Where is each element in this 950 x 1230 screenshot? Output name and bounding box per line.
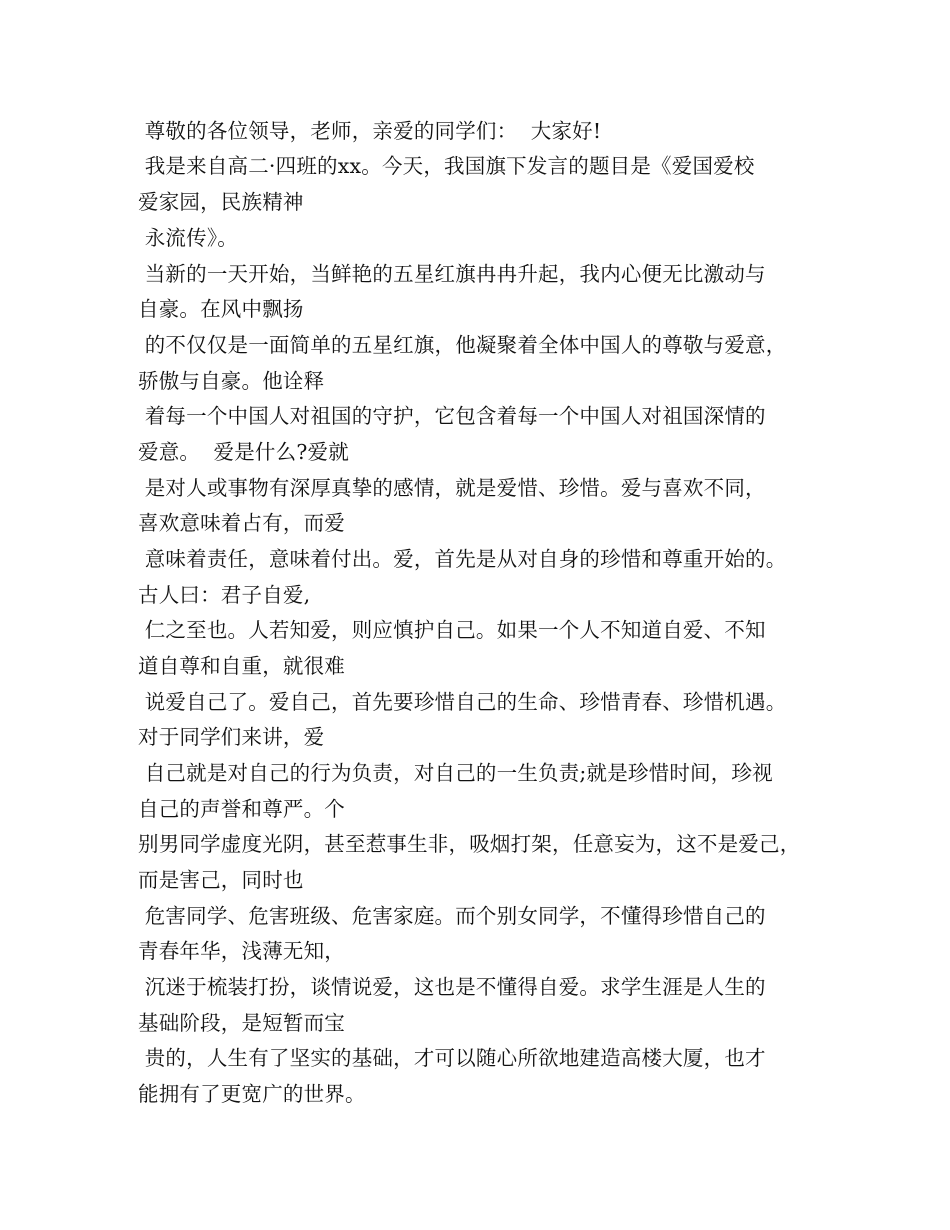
- text-line: 我是来自高二·四班的xx。今天，我国旗下发言的题目是《爱国爱校: [138, 154, 755, 178]
- text-line: 对于同学们来讲，爱: [138, 725, 325, 749]
- text-line: 能拥有了更宽广的世界。: [138, 1082, 366, 1106]
- text-line: 永流传》。: [138, 226, 238, 250]
- text-line: 尊敬的各位领导，老师，亲爱的同学们： 大家好!: [138, 119, 602, 143]
- text-line: 意味着责任，意味着付出。爱，首先是从对自身的珍惜和尊重开始的。: [138, 547, 787, 571]
- text-line: 说爱自己了。爱自己，首先要珍惜自己的生命、珍惜青春、珍惜机遇。: [138, 690, 787, 714]
- text-line: 是对人或事物有深厚真挚的感情，就是爱惜、珍惜。爱与喜欢不同，: [138, 476, 766, 500]
- text-line: 而是害己，同时也: [138, 868, 304, 892]
- text-line: 爱家园，民族精神: [138, 190, 304, 214]
- text-line: 的不仅仅是一面简单的五星红旗，他凝聚着全体中国人的尊敬与爱意，: [138, 333, 787, 357]
- text-line: 沉迷于梳装打扮，谈情说爱，这也是不懂得自爱。求学生涯是人生的: [138, 975, 766, 999]
- text-line: 自己的声誉和尊严。个: [138, 797, 345, 821]
- text-line: 骄傲与自豪。他诠释: [138, 369, 325, 393]
- text-line: 基础阶段，是短暂而宝: [138, 1011, 345, 1035]
- text-line: 贵的，人生有了坚实的基础，才可以随心所欲地建造高楼大厦，也才: [138, 1046, 766, 1070]
- text-line: 爱意。 爱是什么?爱就: [138, 440, 349, 464]
- text-line: 道自尊和自重，就很难: [138, 654, 345, 678]
- text-line: 自己就是对自己的行为负责，对自己的一生负责;就是珍惜时间，珍视: [138, 761, 773, 785]
- text-line: 青春年华，浅薄无知，: [138, 939, 345, 963]
- text-line: 自豪。在风中飘扬: [138, 297, 304, 321]
- text-line: 当新的一天开始，当鲜艳的五星红旗冉冉升起，我内心便无比激动与: [138, 262, 766, 286]
- text-line: 危害同学、危害班级、危害家庭。而个别女同学，不懂得珍惜自己的: [138, 904, 766, 928]
- text-line: 别男同学虚度光阴，甚至惹事生非，吸烟打架，任意妄为，这不是爱己，: [138, 832, 801, 856]
- text-line: 着每一个中国人对祖国的守护，它包含着每一个中国人对祖国深情的: [138, 404, 766, 428]
- text-line: 喜欢意味着占有，而爱: [138, 511, 345, 535]
- text-line: 古人曰：君子自爱,: [138, 583, 311, 607]
- text-line: 仁之至也。人若知爱，则应慎护自己。如果一个人不知道自爱、不知: [138, 618, 766, 642]
